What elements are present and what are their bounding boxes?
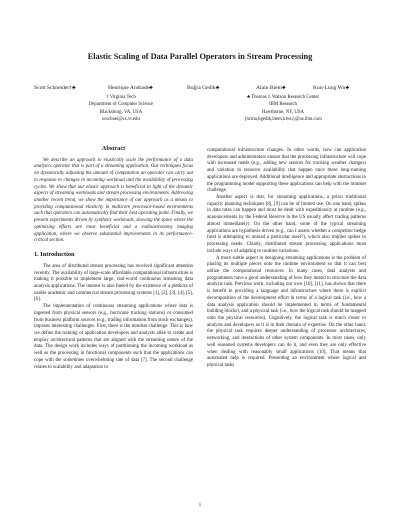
author-name: Henrique Andrade♣ xyxy=(108,85,153,91)
author-name: Scott Schneider†♣ xyxy=(34,85,76,91)
body-paragraph: computational infrastructure changes. In other words, how can application developers and administrators ensure that the processing infrastructure will cope with increased needs (e.g., adding new sensors for tracking weather changes) and variation in resource availability that happen once these long-running applications are deployed. Additional intelligence and appropriate abstractions in the programming model supporting these applications can help with the mindset challenge. xyxy=(207,148,366,194)
affiliation-line: † Virginia Tech xyxy=(106,95,136,100)
body-paragraph: A more subtle aspect in designing streaming applications is the problem of placing its multiple pieces onto the runtime environment so that it can best utilize the computational resources. In many cases, data analysts and programmers have a good understanding of how they intend to structure the data analysis task. Previous work, including our own [10], [11], has shown that there is benefit in providing a language and infrastructure where there is explicit decomposition of the development effort in terms of a logical task (i.e., how a data analysis application should be implemented in terms of fundamental building blocks), and a physical task (i.e., how the logical task should be mapped onto the physical resources). Cognitively, the logical task is much closer to analysts and developers as it is in their domain of expertise. On the other hand, the physical task requires deeper understanding of processor architectures, networking, and interactions of other system components. In most cases, only well seasoned systems developers can do it, and even they are only effective when dealing with reasonably small applications [10]. That means that automated help is required. Presenting an environment where logical and physical tasks xyxy=(207,255,366,368)
affiliation-line: ♣ Thomas J. Watson Research Center xyxy=(246,95,320,100)
affiliation-ibm xyxy=(223,94,343,123)
abstract-text: We describe an approach to elastically scale the performance of a data analytics operator that is part of a streaming application. Our techniques focus on dynamically adjusting the amount of computation an operator can carry out in response to changes in incoming workload and the availability of processing cycles. We show that our elastic approach is beneficial in light of the dynamic aspects of streaming workloads and stream processing environments. Addressing another recent trend, we show the importance of our approach as a means to providing computational elasticity in multicore processor-based environments such that operators can automatically find their best operating point. Finally, we present experiments driven by synthetic workloads, showing the space where the optimizing efforts are most beneficial and a radioastronomy imaging application, where we observe substantial improvements in its performance-critical section. xyxy=(34,157,193,244)
affiliation-line: IBM Research xyxy=(269,102,297,108)
author-name: Kun-Lung Wu♣ xyxy=(313,85,350,91)
affiliation-line: Department of Computer Science xyxy=(88,102,154,108)
right-column xyxy=(207,148,366,370)
affiliation-email: scschnei@cs.vt.edu xyxy=(102,116,140,122)
author-block xyxy=(0,85,400,145)
affiliation-email: {hcma,bgedik,biem,klwu}@us.ibm.com xyxy=(244,116,322,122)
abstract-heading: Abstract xyxy=(101,145,126,152)
affiliation-line: Hawthorne, NY, USA xyxy=(261,109,304,115)
left-column xyxy=(34,146,193,371)
section-heading: 1. Introduction xyxy=(34,251,75,259)
author-name: Buğra Gedik♣ xyxy=(187,85,220,91)
body-paragraph: Another aspect is that, for streaming applications, a priori traditional capacity planning techniques [8], [9] can be of limited use. On one hand, spikes in data rates can happen and must be dealt with expeditiously at runtime (e.g., announcements by the Federal Reserve in the US usually affect trading patterns almost immediately). On the other hand, some of the typical streaming applications are hypothesis-driven (e.g., can I assess whether a competitor hedge fund is attempting to unload a particular asset?), which also implies spikes in processing needs. Clearly, distributed stream processing applications must include ways of adapting to runtime variations. xyxy=(207,195,366,254)
paper-title: Elastic Scaling of Data Parallel Operators in Stream Processing xyxy=(87,52,313,61)
affiliation-virginia-tech xyxy=(61,94,181,123)
body-paragraph: The implementation of continuous streaming applications where data is ingested from physical sensors (e.g., hurricane tracking stations) or consumed from business platform sources (e.g., trading information from stock exchanges), imposes interesting challenges. First, there is the mindset challenge. This is how we define the training of application developers and analysts alike to create and employ architectural patterns that are aligned with the streaming nature of the data. The design work includes ways of partitioning the incoming workload as well as the processing in functional components such that the applications can cope with the sometimes overwhelming rate of data [7]. The second challenge relates to scalability and adaptation to xyxy=(34,304,193,370)
author-name: Alain Biem♣ xyxy=(256,85,286,91)
body-paragraph: The area of distributed stream processing has received significant attention recently. The availability of large-scale affordable computational infrastructure is making it possible to implement large, real-world continuous streaming data analysis applications. The interest is also fueled by the existence of a plethora of usable academic and commercial stream processing systems [1], [2], [3], [4], [5], [6]. xyxy=(34,263,193,303)
page-number: 1 xyxy=(198,503,202,508)
affiliation-line: Blacksburg, VA, USA xyxy=(99,109,143,115)
